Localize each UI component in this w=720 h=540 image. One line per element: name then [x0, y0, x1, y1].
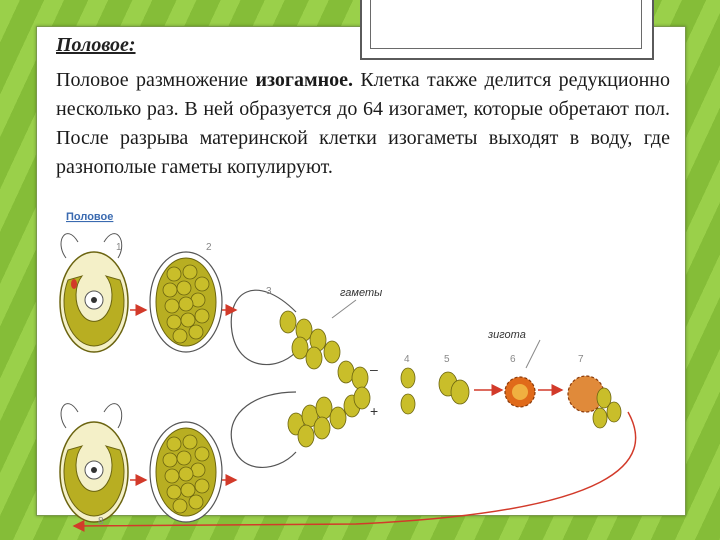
pairing-gametes: [401, 368, 415, 414]
stage-number-3: 3: [266, 286, 272, 297]
stage-number-7: 7: [578, 354, 584, 365]
gametes-pointer: [332, 300, 356, 318]
minus-sign: –: [370, 361, 378, 377]
zygote-label: зигота: [488, 329, 526, 341]
zygote: [505, 377, 535, 407]
section-heading: Половое:: [56, 34, 136, 56]
released-gametes: [231, 290, 370, 467]
gametes-label: гаметы: [340, 287, 383, 299]
reproduction-diagram: [56, 212, 670, 532]
flagellum: [61, 234, 78, 258]
stage-number-8: 8: [98, 516, 104, 527]
paragraph-text-end: Клетка также делится редукционно несколько раз. В ней образуется до 64 изогамет, которые обретают пол. После разрыва материнской клетки изогаметы выходят в воду, где разнополые гаметы копулируют.: [56, 69, 670, 178]
plus-sign: +: [370, 403, 379, 419]
decorative-frame-inner: [370, 0, 642, 49]
zygote-pointer: [526, 340, 540, 368]
stage-number-5: 5: [444, 354, 450, 365]
paragraph-text-start: Половое размножение: [56, 69, 256, 91]
gametangium-top: [150, 252, 222, 352]
stage-number-2: 2: [206, 242, 212, 253]
figure-title: Половое: [66, 212, 114, 223]
copulating-gametes: [439, 372, 469, 404]
germinating-zygote: [568, 376, 621, 428]
description-paragraph: [56, 66, 670, 182]
paragraph-bold-term: изогамное.: [255, 69, 354, 91]
stage-number-6: 6: [510, 354, 516, 365]
stage-number-4: 4: [404, 354, 410, 365]
stage-number-1: 1: [116, 242, 122, 253]
gametangium-bottom: [150, 422, 222, 522]
mother-cell-bottom: [60, 404, 128, 522]
